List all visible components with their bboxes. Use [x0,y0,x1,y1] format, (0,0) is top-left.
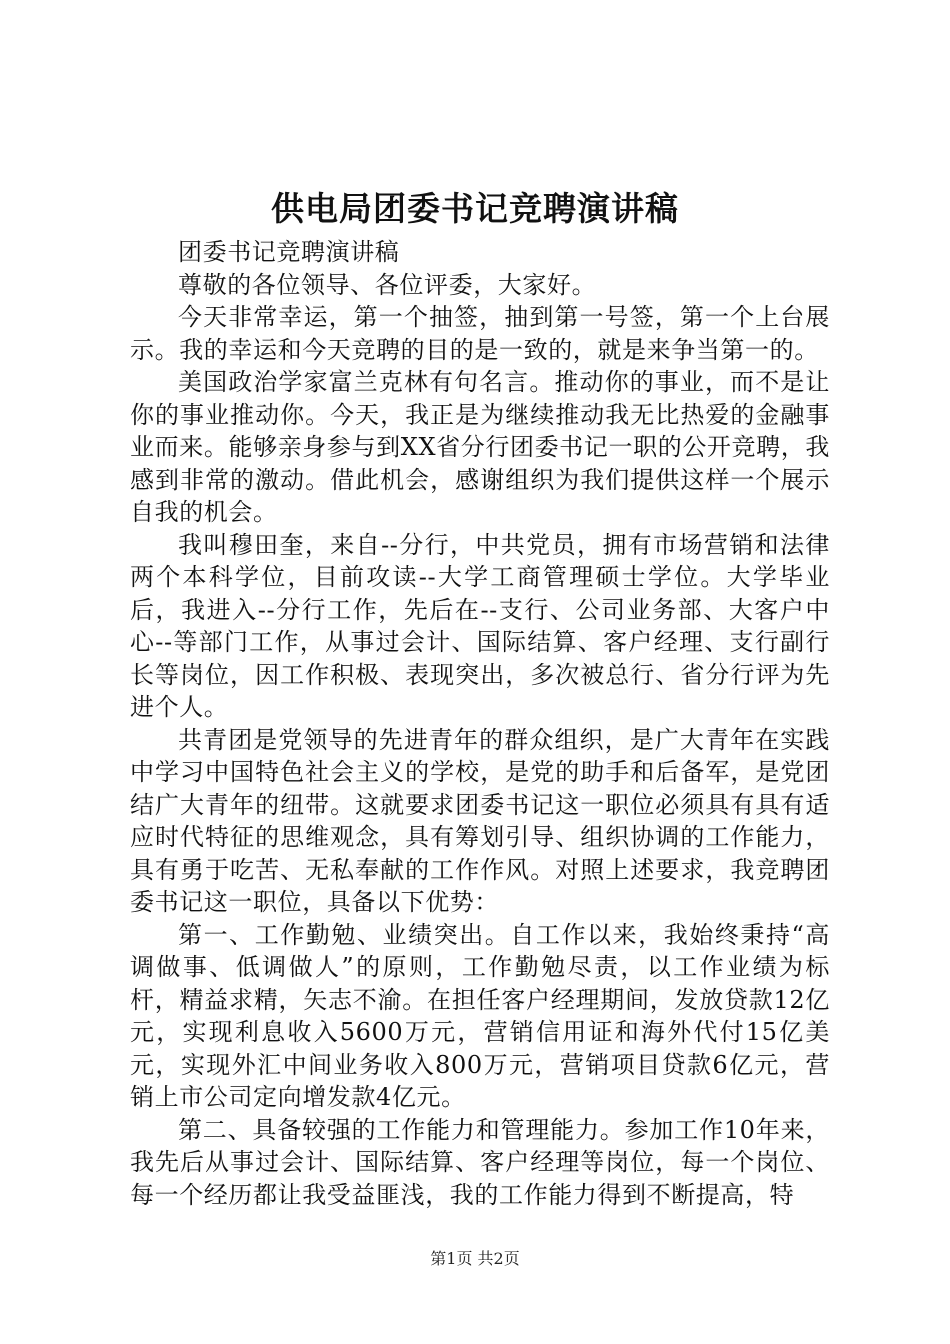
paragraph-subtitle: 团委书记竞聘演讲稿 [178,238,400,266]
paragraph-greeting: 尊敬的各位领导、各位评委，大家好。 [178,270,597,299]
paragraph-opening: 今天非常幸运，第一个抽签，抽到第一号签，第一个上台展示。我的幸运和今天竞聘的目的是一致的，就是来争当第一的。 [130,303,830,364]
document-body [130,236,830,1211]
paragraph-self-intro: 我叫穆田奎，来自--分行，中共党员，拥有市场营销和法律两个本科学位，目前攻读--大学工商管理硕士学位。大学毕业后，我进入--分行工作，先后在--支行、公司业务部、大客户中心--等部门工作，从事过会计、国际结算、客户经理、支行副行长等岗位，因工作积极、表现突出，多次被总行、省分行评为先进个人。 [130,530,830,721]
page-footer: 第1页 共2页 [430,1249,520,1268]
paragraph-league-role: 共青团是党领导的先进青年的群众组织，是广大青年在实践中学习中国特色社会主义的学校，是党的助手和后备军，是党团结广大青年的纽带。这就要求团委书记这一职位必须具有具有适应时代特征的思维观念，具有筹划引导、组织协调的工作能力，具有勇于吃苦、无私奉献的工作作风。对照上述要求，我竞聘团委书记这一职位，具备以下优势： [130,725,830,916]
paragraph-advantage-one: 第一、工作勤勉、业绩突出。自工作以来，我始终秉持“高调做事、低调做人”的原则，工作勤勉尽责，以工作业绩为标杆，精益求精，矢志不渝。在担任客户经理期间，发放贷款12亿元，实现利息收入5600万元，营销信用证和海外代付15亿美元，实现外汇中间业务收入800万元，营销项目贷款6亿元，营销上市公司定向增发款4亿元。 [130,920,830,1111]
document-title: 供电局团委书记竞聘演讲稿 [271,189,679,228]
paragraph-motivation: 美国政治学家富兰克林有句名言。推动你的事业，而不是让你的事业推动你。今天，我正是为继续推动我无比热爱的金融事业而来。能够亲身参与到XX省分行团委书记一职的公开竞聘，我感到非常的激动。借此机会，感谢组织为我们提供这样一个展示自我的机会。 [130,368,830,526]
paragraph-advantage-two: 第二、具备较强的工作能力和管理能力。参加工作10年来，我先后从事过会计、国际结算、客户经理等岗位，每一个岗位、每一个经历都让我受益匪浅，我的工作能力得到不断提高，特 [130,1115,830,1209]
